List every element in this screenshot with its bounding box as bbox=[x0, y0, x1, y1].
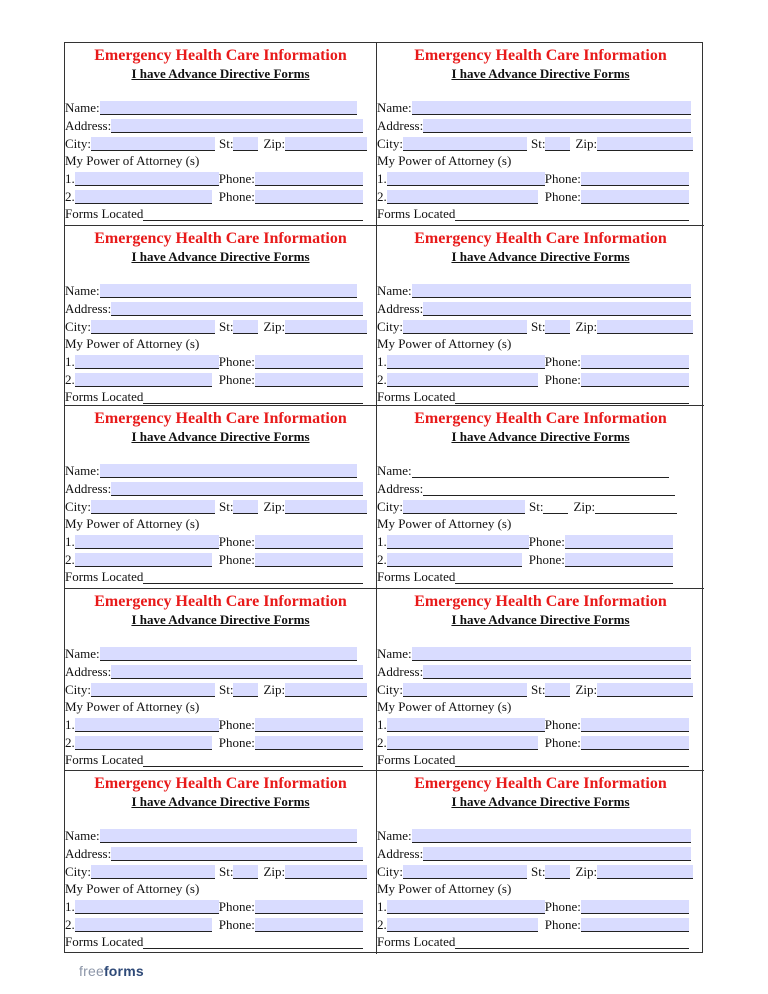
power-of-attorney-label: My Power of Attorney (s) bbox=[65, 881, 200, 896]
poa-1-name-field[interactable] bbox=[75, 535, 219, 549]
name-label: Name: bbox=[65, 100, 100, 115]
card-title: Emergency Health Care Information bbox=[414, 593, 667, 610]
poa-1-label: 1. bbox=[377, 717, 387, 732]
poa-1-label: 1. bbox=[377, 534, 387, 549]
st-label: St: bbox=[219, 682, 234, 697]
phone-label: Phone: bbox=[544, 899, 581, 914]
address-field[interactable] bbox=[111, 847, 363, 861]
freeforms-logo bbox=[79, 963, 144, 979]
phone-label: Phone: bbox=[218, 917, 255, 932]
poa-1-phone-field[interactable] bbox=[581, 172, 689, 186]
city-label: City: bbox=[377, 682, 404, 697]
power-of-attorney-label: My Power of Attorney (s) bbox=[377, 699, 512, 714]
phone-label: Phone: bbox=[544, 372, 581, 387]
phone-label: Phone: bbox=[218, 552, 255, 567]
forms-located-field[interactable] bbox=[455, 753, 689, 767]
card-subtitle: I have Advance Directive Forms bbox=[451, 612, 630, 627]
phone-label: Phone: bbox=[218, 534, 255, 549]
zip-field[interactable] bbox=[597, 137, 693, 151]
phone-label: Phone: bbox=[528, 534, 565, 549]
phone-label: Phone: bbox=[218, 354, 255, 369]
name-field[interactable] bbox=[412, 284, 691, 298]
card-subtitle: I have Advance Directive Forms bbox=[131, 249, 310, 264]
address-label: Address: bbox=[65, 301, 112, 316]
poa-2-phone-field[interactable] bbox=[565, 553, 673, 567]
card-title: Emergency Health Care Information bbox=[94, 410, 347, 427]
forms-located-label: Forms Located bbox=[377, 206, 456, 221]
poa-2-label: 2. bbox=[377, 372, 387, 387]
poa-1-label: 1. bbox=[65, 717, 75, 732]
poa-2-phone-field[interactable] bbox=[255, 373, 363, 387]
forms-located-label: Forms Located bbox=[377, 934, 456, 949]
poa-2-label: 2. bbox=[377, 917, 387, 932]
city-field[interactable] bbox=[403, 500, 525, 514]
state-field[interactable] bbox=[545, 683, 570, 697]
zip-field[interactable] bbox=[597, 683, 693, 697]
forms-located-field[interactable] bbox=[455, 390, 689, 404]
forms-located-label: Forms Located bbox=[65, 569, 144, 584]
zip-label: Zip: bbox=[573, 499, 596, 514]
address-label: Address: bbox=[377, 118, 424, 133]
city-field[interactable] bbox=[403, 683, 527, 697]
address-label: Address: bbox=[377, 664, 424, 679]
address-field[interactable] bbox=[111, 482, 363, 496]
card-subtitle: I have Advance Directive Forms bbox=[451, 429, 630, 444]
poa-1-label: 1. bbox=[377, 899, 387, 914]
city-field[interactable] bbox=[91, 683, 215, 697]
poa-2-name-field[interactable] bbox=[387, 373, 538, 387]
address-label: Address: bbox=[65, 118, 112, 133]
health-card-2 bbox=[377, 43, 704, 226]
name-field[interactable] bbox=[412, 101, 691, 115]
card-title: Emergency Health Care Information bbox=[414, 47, 667, 64]
st-label: St: bbox=[531, 864, 546, 879]
city-label: City: bbox=[65, 682, 92, 697]
card-subtitle: I have Advance Directive Forms bbox=[131, 66, 310, 81]
address-field[interactable] bbox=[111, 119, 363, 133]
address-label: Address: bbox=[65, 481, 112, 496]
poa-2-name-field[interactable] bbox=[75, 553, 212, 567]
zip-field[interactable] bbox=[285, 320, 367, 334]
zip-label: Zip: bbox=[575, 319, 598, 334]
city-label: City: bbox=[65, 864, 92, 879]
poa-1-name-field[interactable] bbox=[387, 172, 545, 186]
forms-located-field[interactable] bbox=[455, 207, 689, 221]
zip-label: Zip: bbox=[263, 319, 286, 334]
forms-located-field[interactable] bbox=[143, 207, 363, 221]
name-field[interactable] bbox=[100, 829, 357, 843]
address-field[interactable] bbox=[423, 302, 691, 316]
name-label: Name: bbox=[377, 828, 412, 843]
poa-2-phone-field[interactable] bbox=[581, 736, 689, 750]
forms-located-label: Forms Located bbox=[65, 389, 144, 404]
zip-label: Zip: bbox=[575, 864, 598, 879]
poa-1-name-field[interactable] bbox=[387, 718, 545, 732]
poa-1-phone-field[interactable] bbox=[581, 718, 689, 732]
health-card-4 bbox=[377, 226, 704, 406]
name-label: Name: bbox=[65, 463, 100, 478]
state-field[interactable] bbox=[233, 683, 258, 697]
phone-label: Phone: bbox=[544, 735, 581, 750]
poa-2-name-field[interactable] bbox=[387, 190, 538, 204]
name-label: Name: bbox=[377, 100, 412, 115]
card-title: Emergency Health Care Information bbox=[94, 775, 347, 792]
logo-forms-text: forms bbox=[103, 963, 144, 979]
state-field[interactable] bbox=[545, 137, 570, 151]
zip-field[interactable] bbox=[285, 500, 367, 514]
st-label: St: bbox=[219, 136, 234, 151]
poa-2-phone-field[interactable] bbox=[581, 918, 689, 932]
zip-label: Zip: bbox=[263, 682, 286, 697]
name-label: Name: bbox=[377, 463, 412, 478]
poa-2-label: 2. bbox=[377, 735, 387, 750]
zip-field[interactable] bbox=[285, 137, 367, 151]
poa-2-label: 2. bbox=[377, 189, 387, 204]
health-card-8 bbox=[377, 589, 704, 771]
poa-1-name-field[interactable] bbox=[75, 172, 219, 186]
card-title: Emergency Health Care Information bbox=[94, 47, 347, 64]
forms-located-field[interactable] bbox=[143, 935, 363, 949]
city-field[interactable] bbox=[91, 320, 215, 334]
card-subtitle: I have Advance Directive Forms bbox=[131, 429, 310, 444]
poa-1-label: 1. bbox=[65, 534, 75, 549]
health-card-9 bbox=[65, 771, 377, 954]
st-label: St: bbox=[531, 319, 546, 334]
address-label: Address: bbox=[377, 481, 424, 496]
poa-1-label: 1. bbox=[65, 354, 75, 369]
poa-1-name-field[interactable] bbox=[387, 355, 545, 369]
phone-label: Phone: bbox=[544, 917, 581, 932]
health-card-7 bbox=[65, 589, 377, 771]
name-label: Name: bbox=[377, 283, 412, 298]
poa-1-phone-field[interactable] bbox=[255, 172, 363, 186]
forms-located-label: Forms Located bbox=[377, 389, 456, 404]
health-card-6 bbox=[377, 406, 704, 589]
poa-1-phone-field[interactable] bbox=[255, 355, 363, 369]
city-field[interactable] bbox=[91, 865, 215, 879]
st-label: St: bbox=[531, 136, 546, 151]
poa-1-name-field[interactable] bbox=[75, 355, 219, 369]
zip-label: Zip: bbox=[263, 136, 286, 151]
address-field[interactable] bbox=[423, 119, 691, 133]
card-sheet bbox=[64, 42, 703, 953]
card-title: Emergency Health Care Information bbox=[414, 775, 667, 792]
st-label: St: bbox=[219, 864, 234, 879]
poa-2-name-field[interactable] bbox=[75, 736, 212, 750]
phone-label: Phone: bbox=[544, 717, 581, 732]
poa-1-phone-field[interactable] bbox=[581, 900, 689, 914]
zip-field[interactable] bbox=[597, 865, 693, 879]
forms-located-label: Forms Located bbox=[377, 569, 456, 584]
poa-1-name-field[interactable] bbox=[387, 535, 529, 549]
poa-2-phone-field[interactable] bbox=[255, 918, 363, 932]
zip-label: Zip: bbox=[575, 682, 598, 697]
state-field[interactable] bbox=[233, 137, 258, 151]
poa-2-name-field[interactable] bbox=[75, 373, 212, 387]
phone-label: Phone: bbox=[544, 189, 581, 204]
health-card-1 bbox=[65, 43, 377, 226]
zip-label: Zip: bbox=[263, 864, 286, 879]
address-label: Address: bbox=[377, 301, 424, 316]
name-label: Name: bbox=[65, 283, 100, 298]
city-field[interactable] bbox=[91, 137, 215, 151]
poa-1-label: 1. bbox=[65, 899, 75, 914]
forms-located-field[interactable] bbox=[455, 935, 689, 949]
poa-1-phone-field[interactable] bbox=[565, 535, 673, 549]
poa-2-label: 2. bbox=[65, 917, 75, 932]
zip-field[interactable] bbox=[597, 320, 693, 334]
state-field[interactable] bbox=[233, 865, 258, 879]
state-field[interactable] bbox=[543, 500, 568, 514]
poa-1-label: 1. bbox=[377, 171, 387, 186]
phone-label: Phone: bbox=[218, 189, 255, 204]
state-field[interactable] bbox=[545, 320, 570, 334]
city-field[interactable] bbox=[403, 137, 527, 151]
card-subtitle: I have Advance Directive Forms bbox=[451, 794, 630, 809]
phone-label: Phone: bbox=[218, 372, 255, 387]
zip-label: Zip: bbox=[575, 136, 598, 151]
forms-located-label: Forms Located bbox=[377, 752, 456, 767]
poa-1-name-field[interactable] bbox=[387, 900, 545, 914]
power-of-attorney-label: My Power of Attorney (s) bbox=[377, 881, 512, 896]
name-field[interactable] bbox=[100, 647, 357, 661]
name-field[interactable] bbox=[412, 464, 669, 478]
poa-2-name-field[interactable] bbox=[387, 553, 522, 567]
name-label: Name: bbox=[377, 646, 412, 661]
name-field[interactable] bbox=[412, 829, 691, 843]
phone-label: Phone: bbox=[218, 735, 255, 750]
forms-located-label: Forms Located bbox=[65, 934, 144, 949]
zip-field[interactable] bbox=[595, 500, 677, 514]
state-field[interactable] bbox=[545, 865, 570, 879]
name-field[interactable] bbox=[100, 101, 357, 115]
phone-label: Phone: bbox=[218, 899, 255, 914]
card-subtitle: I have Advance Directive Forms bbox=[131, 794, 310, 809]
poa-2-label: 2. bbox=[65, 552, 75, 567]
health-card-10 bbox=[377, 771, 704, 954]
power-of-attorney-label: My Power of Attorney (s) bbox=[65, 516, 200, 531]
poa-1-phone-field[interactable] bbox=[255, 900, 363, 914]
address-label: Address: bbox=[377, 846, 424, 861]
card-title: Emergency Health Care Information bbox=[414, 410, 667, 427]
power-of-attorney-label: My Power of Attorney (s) bbox=[65, 336, 200, 351]
poa-1-phone-field[interactable] bbox=[255, 535, 363, 549]
name-field[interactable] bbox=[100, 284, 357, 298]
phone-label: Phone: bbox=[528, 552, 565, 567]
poa-2-label: 2. bbox=[65, 189, 75, 204]
zip-field[interactable] bbox=[285, 683, 367, 697]
forms-located-label: Forms Located bbox=[65, 752, 144, 767]
power-of-attorney-label: My Power of Attorney (s) bbox=[65, 153, 200, 168]
power-of-attorney-label: My Power of Attorney (s) bbox=[377, 336, 512, 351]
poa-2-name-field[interactable] bbox=[75, 918, 212, 932]
state-field[interactable] bbox=[233, 320, 258, 334]
zip-label: Zip: bbox=[263, 499, 286, 514]
poa-2-name-field[interactable] bbox=[387, 918, 538, 932]
city-label: City: bbox=[377, 499, 404, 514]
poa-1-name-field[interactable] bbox=[75, 718, 219, 732]
city-label: City: bbox=[65, 136, 92, 151]
forms-located-field[interactable] bbox=[143, 753, 363, 767]
address-field[interactable] bbox=[423, 665, 691, 679]
poa-2-phone-field[interactable] bbox=[581, 190, 689, 204]
city-field[interactable] bbox=[403, 865, 527, 879]
forms-located-label: Forms Located bbox=[65, 206, 144, 221]
poa-2-name-field[interactable] bbox=[387, 736, 538, 750]
city-label: City: bbox=[65, 319, 92, 334]
poa-1-name-field[interactable] bbox=[75, 900, 219, 914]
city-label: City: bbox=[377, 136, 404, 151]
city-field[interactable] bbox=[403, 320, 527, 334]
poa-1-phone-field[interactable] bbox=[581, 355, 689, 369]
poa-2-phone-field[interactable] bbox=[581, 373, 689, 387]
name-field[interactable] bbox=[100, 464, 357, 478]
st-label: St: bbox=[531, 682, 546, 697]
address-label: Address: bbox=[65, 664, 112, 679]
name-field[interactable] bbox=[412, 647, 691, 661]
logo-free-text: free bbox=[79, 963, 104, 979]
address-label: Address: bbox=[65, 846, 112, 861]
card-title: Emergency Health Care Information bbox=[94, 230, 347, 247]
power-of-attorney-label: My Power of Attorney (s) bbox=[377, 516, 512, 531]
poa-2-phone-field[interactable] bbox=[255, 190, 363, 204]
card-title: Emergency Health Care Information bbox=[94, 593, 347, 610]
name-label: Name: bbox=[65, 646, 100, 661]
city-label: City: bbox=[377, 319, 404, 334]
poa-2-phone-field[interactable] bbox=[255, 553, 363, 567]
card-subtitle: I have Advance Directive Forms bbox=[451, 249, 630, 264]
city-label: City: bbox=[377, 864, 404, 879]
poa-1-label: 1. bbox=[377, 354, 387, 369]
st-label: St: bbox=[529, 499, 544, 514]
poa-2-label: 2. bbox=[65, 735, 75, 750]
city-label: City: bbox=[65, 499, 92, 514]
poa-2-label: 2. bbox=[377, 552, 387, 567]
poa-2-label: 2. bbox=[65, 372, 75, 387]
phone-label: Phone: bbox=[218, 717, 255, 732]
forms-located-field[interactable] bbox=[455, 570, 673, 584]
poa-1-label: 1. bbox=[65, 171, 75, 186]
poa-1-phone-field[interactable] bbox=[255, 718, 363, 732]
card-subtitle: I have Advance Directive Forms bbox=[451, 66, 630, 81]
city-field[interactable] bbox=[91, 500, 215, 514]
phone-label: Phone: bbox=[544, 354, 581, 369]
address-field[interactable] bbox=[423, 482, 675, 496]
forms-located-field[interactable] bbox=[143, 390, 363, 404]
phone-label: Phone: bbox=[544, 171, 581, 186]
forms-located-field[interactable] bbox=[143, 570, 363, 584]
address-field[interactable] bbox=[111, 302, 363, 316]
phone-label: Phone: bbox=[218, 171, 255, 186]
st-label: St: bbox=[219, 499, 234, 514]
poa-2-name-field[interactable] bbox=[75, 190, 212, 204]
power-of-attorney-label: My Power of Attorney (s) bbox=[65, 699, 200, 714]
health-card-3 bbox=[65, 226, 377, 406]
poa-2-phone-field[interactable] bbox=[255, 736, 363, 750]
health-card-5 bbox=[65, 406, 377, 589]
address-field[interactable] bbox=[111, 665, 363, 679]
state-field[interactable] bbox=[233, 500, 258, 514]
card-subtitle: I have Advance Directive Forms bbox=[131, 612, 310, 627]
st-label: St: bbox=[219, 319, 234, 334]
zip-field[interactable] bbox=[285, 865, 367, 879]
power-of-attorney-label: My Power of Attorney (s) bbox=[377, 153, 512, 168]
address-field[interactable] bbox=[423, 847, 691, 861]
card-title: Emergency Health Care Information bbox=[414, 230, 667, 247]
name-label: Name: bbox=[65, 828, 100, 843]
